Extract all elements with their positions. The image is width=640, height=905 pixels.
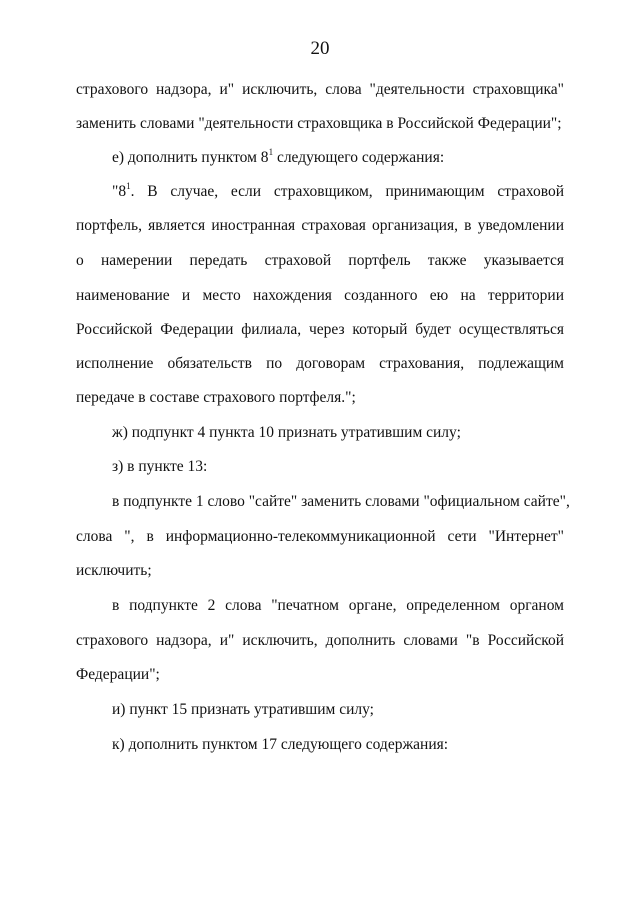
text-line: исполнение обязательств по договорам страхования, подлежащим xyxy=(76,355,564,372)
text-line: страхового надзора, и" исключить, слова "деятельности страховщика" xyxy=(76,81,564,98)
text-line: о намерении передать страховой портфель также указывается xyxy=(76,252,564,269)
text-line: передаче в составе страхового портфеля."; xyxy=(76,389,356,406)
text-line: Российской Федерации филиала, через который будет осуществляться xyxy=(76,321,564,338)
text-line: слова ", в информационно-телекоммуникационной сети "Интернет" xyxy=(76,528,564,545)
text-line: е) дополнить пунктом $8^1$ следующего содержания: xyxy=(112,147,445,166)
text-line: заменить словами "деятельности страховщика в Российской Федерации"; xyxy=(76,115,562,132)
text-line: к) дополнить пунктом 17 следующего содержания: xyxy=(112,736,449,753)
superscript: 1 xyxy=(126,181,131,191)
text-line: страхового надзора, и" исключить, дополнить словами "в Российской xyxy=(76,632,564,649)
text-line: ж) подпункт 4 пункта 10 признать утратившим силу; xyxy=(112,424,461,441)
text-line: портфель, является иностранная страховая организация, в уведомлении xyxy=(76,217,564,234)
text-line: и) пункт 15 признать утратившим силу; xyxy=(112,701,374,718)
text-line: з) в пункте 13: xyxy=(112,458,208,475)
text-line: в подпункте 1 слово "сайте" заменить словами "официальном сайте", xyxy=(112,493,570,510)
text-line: "$8^1$. В случае, если страховщиком, принимающим страховой xyxy=(112,181,564,200)
text-line: наименование и место нахождения созданного ею на территории xyxy=(76,287,564,304)
page-number: 20 xyxy=(310,38,330,59)
text-line: в подпункте 2 слова "печатном органе, определенном органом xyxy=(112,597,564,614)
superscript: 1 xyxy=(268,147,274,157)
text-line: исключить; xyxy=(76,562,152,579)
text-line: Федерации"; xyxy=(76,666,160,683)
